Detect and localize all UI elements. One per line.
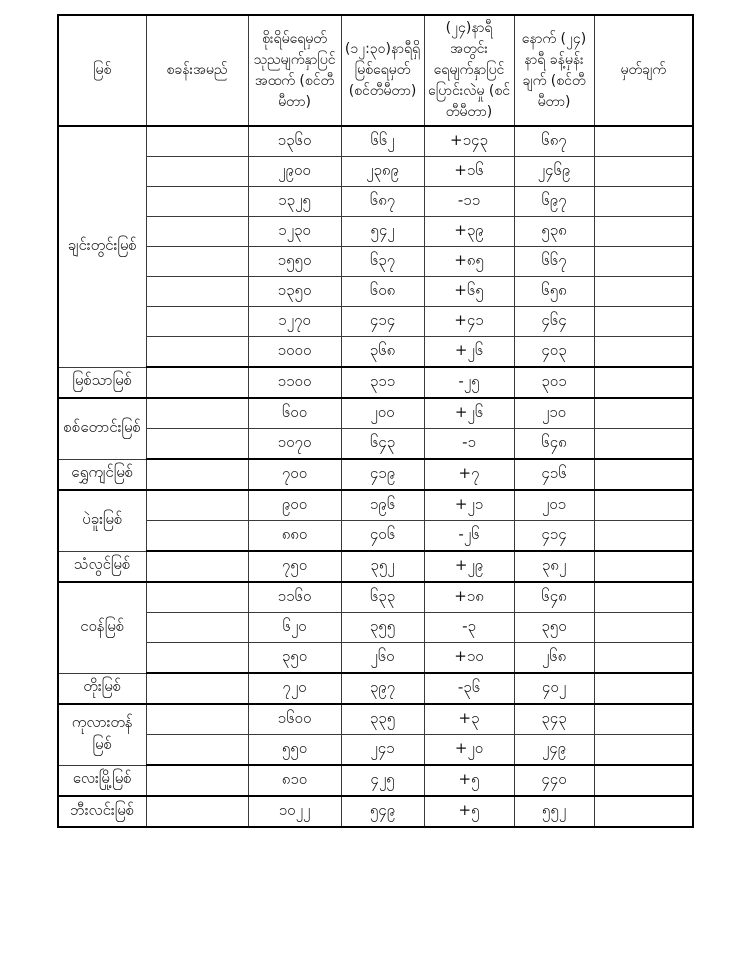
- cell-current-level: ၂၀၀: [341, 398, 424, 429]
- cell-station-name: [146, 765, 248, 796]
- cell-change-24h: +၃၉: [424, 217, 514, 247]
- cell-current-level: ၆၀၈: [341, 277, 424, 307]
- cell-forecast-24h: ၄၀၂: [514, 673, 594, 704]
- table-row: [58, 337, 693, 368]
- cell-remark: [594, 217, 693, 247]
- cell-current-level: ၄၂၅: [341, 765, 424, 796]
- table-row: [58, 551, 693, 582]
- cell-change-24h: +၅: [424, 765, 514, 796]
- header-river: မြစ်: [58, 15, 146, 126]
- cell-change-24h: -၁: [424, 429, 514, 460]
- cell-change-24h: +၂၉: [424, 551, 514, 582]
- cell-danger-level: ၃၅၀: [248, 643, 341, 674]
- header-remark: မှတ်ချက်: [594, 15, 693, 126]
- cell-station-name: [146, 643, 248, 674]
- cell-station-name: [146, 217, 248, 247]
- cell-station-name: [146, 673, 248, 704]
- cell-danger-level: ၁၀၇၀: [248, 429, 341, 460]
- cell-remark: [594, 429, 693, 460]
- river-table: [57, 14, 694, 828]
- cell-forecast-24h: ၄၆၄: [514, 307, 594, 337]
- cell-forecast-24h: ၄၁၄: [514, 521, 594, 552]
- cell-current-level: ၆၄၃: [341, 429, 424, 460]
- cell-station-name: [146, 307, 248, 337]
- cell-change-24h: +၂၀: [424, 735, 514, 766]
- cell-current-level: ၂၄၁: [341, 735, 424, 766]
- cell-current-level: ၅၄၂: [341, 217, 424, 247]
- cell-change-24h: -၂၆: [424, 521, 514, 552]
- table-row: [58, 126, 693, 157]
- cell-remark: [594, 126, 693, 157]
- cell-station-name: [146, 521, 248, 552]
- cell-remark: [594, 613, 693, 643]
- cell-change-24h: +၁၆: [424, 157, 514, 187]
- cell-remark: [594, 490, 693, 521]
- cell-remark: [594, 765, 693, 796]
- cell-change-24h: +၁၄၃: [424, 126, 514, 157]
- table-row: [58, 398, 693, 429]
- cell-remark: [594, 367, 693, 398]
- cell-danger-level: ၇၀၀: [248, 459, 341, 490]
- table-row: [58, 796, 693, 827]
- cell-current-level: ၆၃၃: [341, 582, 424, 613]
- cell-station-name: [146, 367, 248, 398]
- header-change-24h: (၂၄)နာရီအတွင်း ရေမျက်နှာပြင် ပြောင်းလဲမှု (စင်တီမီတာ): [424, 15, 514, 126]
- cell-remark: [594, 277, 693, 307]
- header-forecast-24h: နောက် (၂၄) နာရီ ခန့်မှန်းချက် (စင်တီမီတာ): [514, 15, 594, 126]
- cell-river-name: မြစ်သာမြစ်: [58, 367, 146, 398]
- cell-danger-level: ၁၁၆၀: [248, 582, 341, 613]
- cell-change-24h: -၁၁: [424, 187, 514, 217]
- cell-station-name: [146, 459, 248, 490]
- table-row: [58, 521, 693, 552]
- cell-remark: [594, 157, 693, 187]
- cell-station-name: [146, 582, 248, 613]
- table-row: [58, 277, 693, 307]
- cell-current-level: ၆၈၇: [341, 187, 424, 217]
- cell-river-name: ဘီးလင်းမြစ်: [58, 796, 146, 827]
- cell-current-level: ၆၆၂: [341, 126, 424, 157]
- cell-forecast-24h: ၆၈၇: [514, 126, 594, 157]
- header-current-level: (၁၂:၃၀)နာရီရှိ မြစ်ရေမှတ် (စင်တီမီတာ): [341, 15, 424, 126]
- cell-current-level: ၃၆၈: [341, 337, 424, 368]
- cell-change-24h: +၈၅: [424, 247, 514, 277]
- cell-current-level: ၁၉၆: [341, 490, 424, 521]
- cell-river-name: စစ်တောင်းမြစ်: [58, 398, 146, 459]
- cell-station-name: [146, 490, 248, 521]
- cell-change-24h: +၆၅: [424, 277, 514, 307]
- table-row: [58, 582, 693, 613]
- header-station: စခန်းအမည်: [146, 15, 248, 126]
- cell-station-name: [146, 796, 248, 827]
- cell-remark: [594, 521, 693, 552]
- cell-current-level: ၃၃၅: [341, 704, 424, 735]
- cell-remark: [594, 187, 693, 217]
- cell-river-name: လေးမြို့မြစ်: [58, 765, 146, 796]
- cell-current-level: ၃၁၁: [341, 367, 424, 398]
- cell-change-24h: +၂၆: [424, 337, 514, 368]
- cell-current-level: ၆၃၇: [341, 247, 424, 277]
- cell-danger-level: ၆၀၀: [248, 398, 341, 429]
- table-row: [58, 704, 693, 735]
- cell-current-level: ၃၅၂: [341, 551, 424, 582]
- cell-river-name: သံလွင်မြစ်: [58, 551, 146, 582]
- table-row: [58, 765, 693, 796]
- cell-current-level: ၄၁၉: [341, 459, 424, 490]
- cell-danger-level: ၉၀၀: [248, 490, 341, 521]
- table-row: [58, 490, 693, 521]
- cell-forecast-24h: ၅၃၈: [514, 217, 594, 247]
- cell-remark: [594, 398, 693, 429]
- cell-remark: [594, 337, 693, 368]
- cell-river-name: ကုလားတန်မြစ်: [58, 704, 146, 765]
- cell-river-name: ရွှေကျင်မြစ်: [58, 459, 146, 490]
- cell-forecast-24h: ၃၀၁: [514, 367, 594, 398]
- cell-danger-level: ၂၉၀၀: [248, 157, 341, 187]
- cell-current-level: ၂၃၈၉: [341, 157, 424, 187]
- cell-remark: [594, 704, 693, 735]
- cell-remark: [594, 247, 693, 277]
- cell-remark: [594, 551, 693, 582]
- cell-change-24h: +၄၁: [424, 307, 514, 337]
- cell-forecast-24h: ၆၆၇: [514, 247, 594, 277]
- cell-station-name: [146, 429, 248, 460]
- table-row: [58, 459, 693, 490]
- cell-forecast-24h: ၃၈၂: [514, 551, 594, 582]
- cell-river-name: ပဲခူးမြစ်: [58, 490, 146, 551]
- cell-change-24h: -၂၅: [424, 367, 514, 398]
- cell-change-24h: +၂၁: [424, 490, 514, 521]
- cell-forecast-24h: ၃၅၀: [514, 613, 594, 643]
- cell-current-level: ၄၀၆: [341, 521, 424, 552]
- cell-forecast-24h: ၅၅၂: [514, 796, 594, 827]
- cell-change-24h: +၅: [424, 796, 514, 827]
- cell-remark: [594, 307, 693, 337]
- cell-river-name: ချင်းတွင်းမြစ်: [58, 126, 146, 367]
- table-row: [58, 673, 693, 704]
- cell-change-24h: +၁၈: [424, 582, 514, 613]
- cell-forecast-24h: ၆၅၈: [514, 277, 594, 307]
- cell-danger-level: ၁၅၅၀: [248, 247, 341, 277]
- cell-change-24h: +၁၀: [424, 643, 514, 674]
- cell-danger-level: ၁၂၃၀: [248, 217, 341, 247]
- cell-forecast-24h: ၂၀၁: [514, 490, 594, 521]
- cell-station-name: [146, 157, 248, 187]
- cell-change-24h: +၂၆: [424, 398, 514, 429]
- cell-change-24h: +၇: [424, 459, 514, 490]
- cell-river-name: တိုးမြစ်: [58, 673, 146, 704]
- cell-danger-level: ၁၃၂၅: [248, 187, 341, 217]
- table-row: [58, 187, 693, 217]
- cell-danger-level: ၈၁၀: [248, 765, 341, 796]
- cell-station-name: [146, 247, 248, 277]
- cell-forecast-24h: ၆၄၈: [514, 429, 594, 460]
- cell-forecast-24h: ၂၆၈: [514, 643, 594, 674]
- table-row: [58, 247, 693, 277]
- cell-remark: [594, 582, 693, 613]
- table-header-row: [58, 15, 693, 126]
- table-row: [58, 307, 693, 337]
- table-row: [58, 613, 693, 643]
- cell-current-level: ၃၉၇: [341, 673, 424, 704]
- cell-remark: [594, 673, 693, 704]
- cell-forecast-24h: ၃၄၃: [514, 704, 594, 735]
- cell-station-name: [146, 398, 248, 429]
- cell-danger-level: ၈၈၀: [248, 521, 341, 552]
- cell-remark: [594, 643, 693, 674]
- cell-danger-level: ၁၂၇၀: [248, 307, 341, 337]
- cell-danger-level: ၁၀၂၂: [248, 796, 341, 827]
- cell-forecast-24h: ၂၁၀: [514, 398, 594, 429]
- cell-station-name: [146, 704, 248, 735]
- cell-danger-level: ၁၆၀၀: [248, 704, 341, 735]
- cell-forecast-24h: ၂၄၉: [514, 735, 594, 766]
- cell-danger-level: ၇၂၀: [248, 673, 341, 704]
- cell-current-level: ၃၅၅: [341, 613, 424, 643]
- table-row: [58, 217, 693, 247]
- cell-station-name: [146, 126, 248, 157]
- cell-river-name: ငဝန်မြစ်: [58, 582, 146, 673]
- cell-danger-level: ၁၃၆၀: [248, 126, 341, 157]
- cell-current-level: ၂၆၀: [341, 643, 424, 674]
- cell-current-level: ၄၁၄: [341, 307, 424, 337]
- cell-current-level: ၅၄၉: [341, 796, 424, 827]
- cell-station-name: [146, 187, 248, 217]
- cell-remark: [594, 796, 693, 827]
- cell-station-name: [146, 735, 248, 766]
- cell-danger-level: ၁၁၀၀: [248, 367, 341, 398]
- cell-station-name: [146, 551, 248, 582]
- cell-danger-level: ၅၅၀: [248, 735, 341, 766]
- cell-forecast-24h: ၂၄၆၉: [514, 157, 594, 187]
- cell-change-24h: -၃: [424, 613, 514, 643]
- cell-station-name: [146, 337, 248, 368]
- cell-forecast-24h: ၆၉၇: [514, 187, 594, 217]
- cell-remark: [594, 459, 693, 490]
- cell-forecast-24h: ၄၀၃: [514, 337, 594, 368]
- table-row: [58, 735, 693, 766]
- cell-danger-level: ၇၅၀: [248, 551, 341, 582]
- cell-change-24h: -၃၆: [424, 673, 514, 704]
- cell-danger-level: ၁၀၀၀: [248, 337, 341, 368]
- table-row: [58, 643, 693, 674]
- header-danger-level: စိုးရိမ်ရေမှတ် သုညမျက်နှာပြင် အထက် (စင်တီမီတာ): [248, 15, 341, 126]
- table-row: [58, 367, 693, 398]
- cell-change-24h: +၃: [424, 704, 514, 735]
- cell-danger-level: ၆၂၀: [248, 613, 341, 643]
- cell-station-name: [146, 277, 248, 307]
- cell-forecast-24h: ၆၄၈: [514, 582, 594, 613]
- table-body: [58, 126, 693, 827]
- table-row: [58, 429, 693, 460]
- cell-forecast-24h: ၄၁၆: [514, 459, 594, 490]
- cell-remark: [594, 735, 693, 766]
- table-row: [58, 157, 693, 187]
- cell-forecast-24h: ၄၄၀: [514, 765, 594, 796]
- cell-danger-level: ၁၃၅၀: [248, 277, 341, 307]
- cell-station-name: [146, 613, 248, 643]
